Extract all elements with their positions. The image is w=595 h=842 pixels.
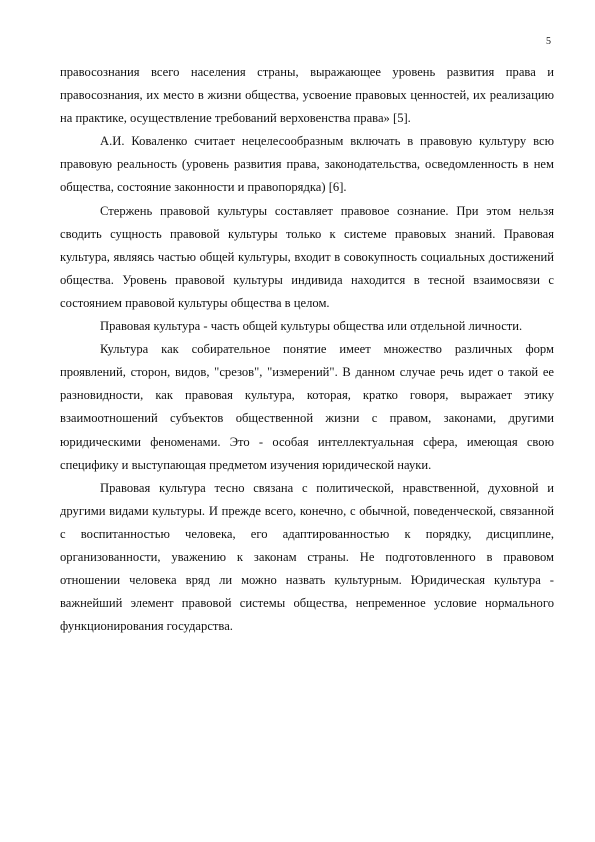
- paragraph-6: Правовая культура тесно связана с политической, нравственной, духовной и другими видами культуры. И прежде всего, конечно, с обычной, поведенческой, связанной с воспитанностью человека, его адаптированностью к порядку, дисциплине, организованности, уважению к законам страны. Не подготовленного в правовом отношении человека вряд ли можно назвать культурным. Юридическая культура - важнейший элемент правовой системы общества, непременное условие нормального функционирования государства.: [60, 480, 554, 634]
- paragraph-1: правосознания всего населения страны, выражающее уровень развития права и правосознания, их место в жизни общества, усвоение правовых ценностей, их реализацию на практике, осуществление требований верховенства права» [5].: [60, 65, 554, 126]
- paragraph-5: Культура как собирательное понятие имеет множество различных форм проявлений, сторон, видов, "срезов", "измерений". В данном случае речь идет о такой ее разновидности, как правовая культура, которая, кратко говоря, выражает этику взаимоотношений субъектов общественной жизни с правом, законами, другими юридическими феноменами. Это - особая интеллектуальная сфера, имеющая свою специфику и выступающая предметом изучения юридической науки.: [60, 342, 554, 472]
- page-number: 5: [546, 36, 551, 47]
- paragraph-4: Правовая культура - часть общей культуры общества или отдельной личности.: [100, 319, 523, 334]
- paragraph-3: Стержень правовой культуры составляет правовое сознание. При этом нельзя сводить сущность правовой культуры только к системе правовых знаний. Правовая культура, являясь частью общей культуры, входит в совокупность социальных достижений общества. Уровень правовой культуры индивида находится в тесной взаимосвязи с состоянием правовой культуры общества в целом.: [60, 203, 554, 310]
- body-text: [60, 61, 554, 638]
- paragraph-2: А.И. Коваленко считает нецелесообразным включать в правовую культуру всю правовую реальность (уровень развития права, законодательства, осведомленность в нем общества, состояние законности и правопорядка) [6].: [60, 134, 554, 195]
